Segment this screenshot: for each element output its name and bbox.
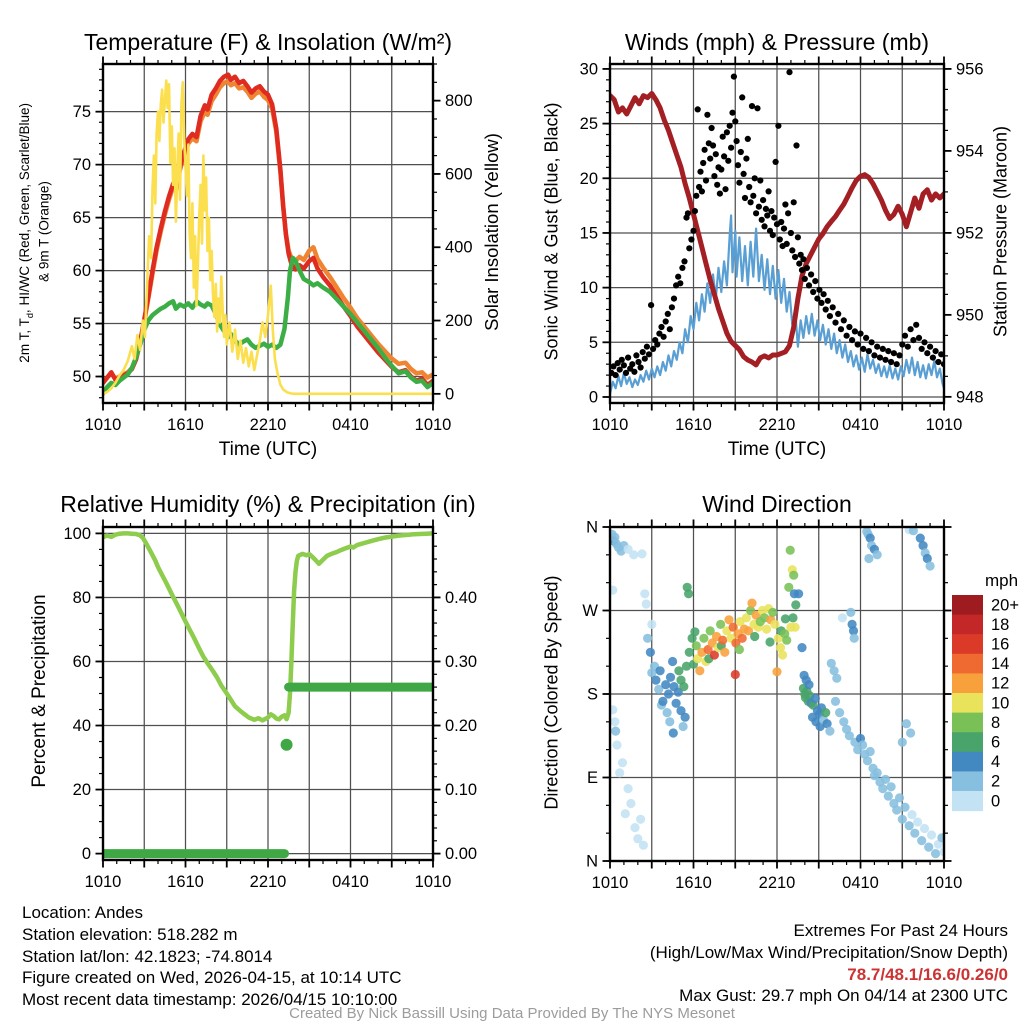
chart-title-temperature-insolation: Temperature (F) & Insolation (W/m²) xyxy=(83,29,453,55)
svg-text:1010: 1010 xyxy=(925,416,963,434)
gusts-black xyxy=(608,69,947,378)
chart-2 xyxy=(63,520,477,892)
svg-text:25: 25 xyxy=(579,115,598,134)
svg-text:Time (UTC): Time (UTC) xyxy=(218,439,318,460)
station-info-block xyxy=(22,902,402,1011)
svg-text:0: 0 xyxy=(991,792,1001,811)
temp-chart-yaxis-label-line2: & 9m T (Orange) xyxy=(36,181,52,282)
speed-colorbar xyxy=(952,595,1019,811)
svg-text:0.00: 0.00 xyxy=(445,845,478,864)
svg-text:10: 10 xyxy=(991,694,1010,713)
chart-3 xyxy=(582,519,962,893)
svg-text:15: 15 xyxy=(579,224,598,243)
svg-text:N: N xyxy=(586,852,598,871)
svg-text:30: 30 xyxy=(579,60,598,79)
svg-text:50: 50 xyxy=(72,368,91,387)
chart-1 xyxy=(580,57,984,461)
svg-text:S: S xyxy=(586,685,598,704)
chart-0 xyxy=(73,57,473,461)
svg-text:952: 952 xyxy=(956,224,984,243)
svg-text:4: 4 xyxy=(991,753,1001,772)
svg-text:0.10: 0.10 xyxy=(445,781,478,800)
svg-text:20: 20 xyxy=(579,169,598,188)
svg-text:65: 65 xyxy=(72,209,91,228)
svg-text:954: 954 xyxy=(956,142,984,161)
svg-text:0: 0 xyxy=(81,845,91,864)
svg-text:75: 75 xyxy=(72,103,91,122)
svg-text:0: 0 xyxy=(588,388,598,407)
svg-text:1010: 1010 xyxy=(84,873,122,891)
svg-text:950: 950 xyxy=(956,306,984,325)
svg-text:0: 0 xyxy=(445,385,455,404)
svg-text:200: 200 xyxy=(445,312,473,331)
svg-text:800: 800 xyxy=(445,92,473,111)
chart-title-humidity-precip: Relative Humidity (%) & Precipitation (in) xyxy=(60,491,476,517)
wind-direction-colored xyxy=(608,525,949,858)
svg-text:0.30: 0.30 xyxy=(445,652,478,671)
svg-text:0.40: 0.40 xyxy=(445,588,478,607)
svg-text:1010: 1010 xyxy=(414,416,452,434)
temp-chart-yaxis-label-line1: 2m T, $T_d$, HI/WC (Red, Green, Scarlet/Blue) xyxy=(17,103,35,363)
svg-text:40: 40 xyxy=(72,717,91,736)
svg-text:1610: 1610 xyxy=(167,416,204,434)
svg-text:70: 70 xyxy=(72,156,91,175)
svg-text:0410: 0410 xyxy=(332,416,369,434)
chart-title-wind-direction: Wind Direction xyxy=(702,491,852,517)
svg-text:W: W xyxy=(582,602,598,620)
svg-text:E: E xyxy=(586,769,598,787)
percent-precip-axis-label: Percent & Precipitation xyxy=(29,594,50,788)
svg-text:20: 20 xyxy=(72,781,91,800)
svg-text:1610: 1610 xyxy=(675,416,712,434)
extremes-subtitle: (High/Low/Max Wind/Precipitation/Snow Depth) xyxy=(649,942,1008,962)
svg-text:Time (UTC): Time (UTC) xyxy=(727,439,827,460)
svg-text:948: 948 xyxy=(956,388,984,407)
svg-text:1010: 1010 xyxy=(591,874,629,892)
pressure-axis-label: Station Pressure (Maroon) xyxy=(990,125,1011,338)
svg-text:12: 12 xyxy=(991,674,1010,693)
chart-title-winds-pressure: Winds (mph) & Pressure (mb) xyxy=(624,29,930,55)
svg-text:400: 400 xyxy=(445,238,473,257)
svg-text:60: 60 xyxy=(72,652,91,671)
svg-text:8: 8 xyxy=(991,713,1001,732)
svg-text:1610: 1610 xyxy=(675,874,712,892)
svg-text:16: 16 xyxy=(991,635,1010,654)
svg-text:60: 60 xyxy=(72,262,91,281)
svg-text:2210: 2210 xyxy=(249,873,287,891)
colorbar-title: mph xyxy=(985,571,1019,590)
svg-text:2210: 2210 xyxy=(758,874,796,892)
svg-text:14: 14 xyxy=(991,655,1010,674)
extremes-values: 78.7/48.1/16.6/0.26/0 xyxy=(847,964,1008,984)
svg-text:0.20: 0.20 xyxy=(445,717,478,736)
svg-text:100: 100 xyxy=(63,524,91,543)
station-latlon: Station lat/lon: 42.1823; -74.8014 xyxy=(22,946,273,966)
svg-text:1010: 1010 xyxy=(925,874,963,892)
svg-text:1610: 1610 xyxy=(167,873,204,891)
extremes-block xyxy=(600,920,1008,1007)
figure-created-timestamp: Figure created on Wed, 2026-04-15, at 10:14 UTC xyxy=(22,968,402,988)
svg-text:2210: 2210 xyxy=(249,416,287,434)
svg-text:1010: 1010 xyxy=(414,873,452,891)
svg-text:2: 2 xyxy=(991,772,1001,791)
direction-axis-label: Direction (Colored By Speed) xyxy=(541,575,562,810)
svg-text:600: 600 xyxy=(445,165,473,184)
station-elevation: Station elevation: 518.282 m xyxy=(22,924,238,944)
svg-text:20+: 20+ xyxy=(991,596,1019,615)
svg-text:80: 80 xyxy=(72,588,91,607)
svg-text:6: 6 xyxy=(991,733,1001,752)
svg-text:55: 55 xyxy=(72,315,91,334)
insolation-axis-label: Solar Insolation (Yellow) xyxy=(481,133,502,331)
extremes-title: Extremes For Past 24 Hours xyxy=(793,921,1008,940)
svg-text:0410: 0410 xyxy=(842,416,879,434)
svg-text:1010: 1010 xyxy=(591,416,629,434)
svg-text:956: 956 xyxy=(956,60,984,79)
svg-text:18: 18 xyxy=(991,615,1010,634)
svg-text:5: 5 xyxy=(588,333,598,352)
svg-text:0410: 0410 xyxy=(332,873,369,891)
svg-text:1010: 1010 xyxy=(84,416,122,434)
wind-gust-axis-label: Sonic Wind & Gust (Blue, Black) xyxy=(541,102,562,361)
recent-data-timestamp: Most recent data timestamp: 2026/04/15 10:10:00 xyxy=(22,990,398,1010)
max-gust-line: Max Gust: 29.7 mph On 04/14 at 2300 UTC xyxy=(679,986,1008,1006)
svg-text:N: N xyxy=(586,518,598,537)
svg-text:10: 10 xyxy=(579,279,598,298)
station-location: Location: Andes xyxy=(22,903,143,922)
credit-line: Created By Nick Bassill Using Data Provided By The NYS Mesonet xyxy=(289,1005,735,1022)
svg-text:0410: 0410 xyxy=(842,874,879,892)
svg-text:2210: 2210 xyxy=(758,416,796,434)
